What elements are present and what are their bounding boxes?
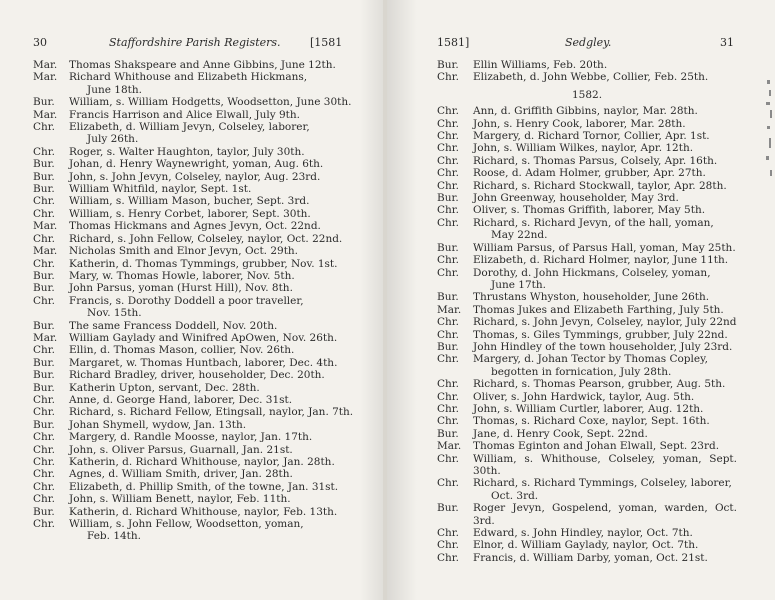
- register-entry: [437, 204, 737, 216]
- entry-type: Chr.: [437, 204, 459, 217]
- register-entry: [437, 391, 737, 403]
- entry-text: Edward, s. John Hindley, naylor, Oct. 7th.: [473, 527, 693, 540]
- entry-type: Chr.: [437, 452, 459, 465]
- entry-type: Mar.: [437, 303, 462, 316]
- entry-text: Elizabeth, d. William Jevyn, Colseley, laborer,: [69, 121, 310, 134]
- entry-type: Chr.: [33, 121, 55, 134]
- register-entry: [437, 59, 737, 71]
- entry-type: Bur.: [437, 59, 459, 71]
- register-entry: [33, 344, 363, 356]
- entry-text: Richard, s. Thomas Pearson, grubber, Aug. 5th.: [473, 378, 726, 391]
- register-entry: [33, 233, 363, 245]
- entry-text: William, s. John Fellow, Woodsetton, yoman,: [69, 518, 304, 531]
- register-entry-continuation: [33, 84, 363, 96]
- entry-type: [437, 279, 473, 291]
- register-entry: [437, 155, 737, 167]
- entry-text: William, s. William Mason, bucher, Sept. 3rd.: [69, 195, 310, 208]
- gutter-shadow-left: [360, 0, 383, 600]
- entry-type: Chr.: [437, 117, 459, 130]
- register-entry-continuation: [33, 307, 363, 319]
- register-entry: [437, 378, 737, 390]
- register-entry: [33, 382, 363, 394]
- register-entry: [437, 329, 737, 341]
- left-register-entries: [33, 59, 363, 543]
- entry-text: Johan Shymell, wydow, Jan. 13th.: [69, 418, 247, 431]
- register-entry: [33, 183, 363, 195]
- register-entry: [33, 158, 363, 170]
- entry-type: Mar.: [437, 440, 462, 453]
- entry-type: Chr.: [437, 142, 459, 155]
- entry-type: Bur.: [33, 418, 55, 431]
- register-entry: [33, 146, 363, 158]
- entry-text: John, s. Henry Cook, laborer, Mar. 28th.: [473, 117, 686, 130]
- entry-text: John, s. William Benett, naylor, Feb. 11th.: [69, 493, 291, 506]
- entry-type: Bur.: [33, 183, 55, 196]
- entry-text: Jane, d. Henry Cook, Sept. 22nd.: [473, 427, 648, 440]
- entry-type: Chr.: [437, 328, 459, 341]
- entry-type: [437, 229, 473, 241]
- entry-text: Richard, s. John Jevyn, Colseley, naylor, July 22nd: [473, 316, 737, 329]
- entry-type: Chr.: [437, 477, 459, 490]
- entry-type: Chr.: [437, 402, 459, 415]
- year-heading: 1582.: [571, 88, 603, 101]
- entry-text: Katherin, d. Richard Whithouse, naylor, Feb. 13th.: [69, 505, 338, 518]
- entry-type: Chr.: [437, 415, 459, 428]
- register-entry: [33, 282, 363, 294]
- register-entry: [437, 291, 737, 303]
- entry-text: William Parsus, of Parsus Hall, yoman, May 25th.: [473, 241, 736, 254]
- register-entry: [437, 477, 737, 489]
- right-register-entries: [437, 59, 737, 564]
- register-entry: [33, 195, 363, 207]
- entry-text: Richard, s. Richard Tymmings, Colseley, laborer,: [473, 477, 732, 490]
- entry-type: Bur.: [33, 282, 55, 295]
- entry-type: Bur.: [33, 356, 55, 369]
- entry-type: Chr.: [33, 443, 55, 456]
- entry-type: Mar.: [33, 220, 58, 233]
- register-entry: [33, 406, 363, 418]
- entry-type: Chr.: [33, 145, 55, 158]
- register-entry: [437, 440, 737, 452]
- entry-type: Mar.: [33, 245, 58, 258]
- entry-type: Bur.: [33, 369, 55, 382]
- entry-type: [33, 307, 69, 319]
- entry-type: Chr.: [33, 431, 55, 444]
- entry-text: Thomas Shakspeare and Anne Gibbins, June 12th.: [69, 59, 336, 71]
- entry-text: Richard, s. Thomas Parsus, Colsely, Apr. 16th.: [473, 154, 718, 167]
- register-entry: [33, 332, 363, 344]
- entry-type: Mar.: [33, 331, 58, 344]
- entry-type: [33, 530, 69, 542]
- register-entry: [437, 254, 737, 266]
- entry-type: [437, 490, 473, 502]
- entry-text: Richard Bradley, driver, householder, Dec. 20th.: [69, 369, 325, 382]
- register-entry: [33, 493, 363, 505]
- entry-text: Roger Jevyn, Gospelend, yoman, warden, Oct. 3rd.: [473, 502, 737, 527]
- entry-type: Bur.: [33, 269, 55, 282]
- register-entry: [437, 118, 737, 130]
- entry-text: Ellin, d. Thomas Mason, collier, Nov. 26th.: [69, 344, 295, 357]
- entry-type: Bur.: [437, 340, 459, 353]
- entry-text: July 26th.: [87, 133, 139, 146]
- entry-text: Margery, d. Randle Moosse, naylor, Jan. 17th.: [69, 431, 313, 444]
- register-entry-continuation: [437, 229, 737, 241]
- register-entry: [437, 242, 737, 254]
- entry-type: Chr.: [437, 527, 459, 540]
- entry-type: Chr.: [437, 353, 459, 366]
- right-running-title: Sedgley.: [565, 36, 612, 49]
- entry-type: Bur.: [33, 381, 55, 394]
- entry-type: Chr.: [33, 294, 55, 307]
- register-entry: [33, 506, 363, 518]
- right-entries-1582: [437, 105, 737, 564]
- entry-type: Chr.: [33, 207, 55, 220]
- entry-type: Chr.: [33, 468, 55, 481]
- register-entry: [437, 192, 737, 204]
- entry-type: Chr.: [437, 71, 459, 84]
- entry-type: Chr.: [33, 480, 55, 493]
- entry-text: William, s. Whithouse, Colseley, yoman, Sept. 30th.: [473, 452, 737, 477]
- entry-type: [437, 366, 473, 378]
- entry-type: Chr.: [437, 254, 459, 267]
- entry-type: Chr.: [437, 167, 459, 180]
- register-entry: [437, 130, 737, 142]
- entry-text: Elizabeth, d. Phillip Smith, of the towne, Jan. 31st.: [69, 480, 339, 493]
- entry-type: Chr.: [33, 257, 55, 270]
- entry-text: Elizabeth, d. John Webbe, Collier, Feb. 25th.: [473, 71, 709, 84]
- entry-text: Roose, d. Adam Holmer, grubber, Apr. 27th.: [473, 167, 706, 180]
- entry-text: begotten in fornication, July 28th.: [491, 365, 672, 378]
- entry-type: Bur.: [437, 427, 459, 440]
- register-entry-continuation: [33, 133, 363, 145]
- entry-text: Francis, s. Dorothy Doddell a poor traveller,: [69, 294, 304, 307]
- entry-text: Margery, d. Richard Tornor, Collier, Apr. 1st.: [473, 130, 710, 143]
- entry-text: William Gaylady and Winifred ApOwen, Nov. 26th.: [69, 331, 338, 344]
- register-entry: [437, 105, 737, 117]
- entry-type: Bur.: [437, 192, 459, 205]
- register-entry: [437, 217, 737, 229]
- entry-text: June 18th.: [87, 83, 142, 96]
- entry-text: John Parsus, yoman (Hurst Hill), Nov. 8th.: [69, 282, 293, 295]
- entry-text: Roger, s. Walter Haughton, taylor, July 30th.: [69, 145, 305, 158]
- register-entry: [33, 320, 363, 332]
- entry-text: John, s. John Jevyn, Colseley, naylor, Aug. 23rd.: [69, 170, 321, 183]
- entry-text: Ellin Williams, Feb. 20th.: [473, 59, 608, 71]
- register-entry-continuation: [437, 366, 737, 378]
- register-entry: [437, 304, 737, 316]
- entry-text: Richard, s. Richard Jevyn, of the hall, yoman,: [473, 216, 714, 229]
- right-year-marker: 1581]: [437, 36, 470, 49]
- left-year-marker: [1581: [310, 36, 343, 49]
- register-entry-continuation: [437, 490, 737, 502]
- entry-text: Feb. 14th.: [87, 530, 142, 543]
- entry-text: John, s. William Wilkes, naylor, Apr. 12th.: [473, 142, 694, 155]
- register-entry: [437, 167, 737, 179]
- entry-text: Agnes, d. William Smith, driver, Jan. 28th.: [69, 468, 293, 481]
- entry-text: Elnor, d. William Gaylady, naylor, Oct. 7th.: [473, 539, 699, 552]
- entry-type: Chr.: [33, 393, 55, 406]
- gutter-shadow-right: [387, 0, 417, 600]
- entry-text: Thomas Eginton and Johan Elwall, Sept. 23rd.: [473, 440, 720, 453]
- entry-text: William Whitfild, naylor, Sept. 1st.: [69, 183, 252, 196]
- entry-text: Anne, d. George Hand, laborer, Dec. 31st.: [69, 393, 293, 406]
- entry-text: Richard, s. Richard Stockwall, taylor, Apr. 28th.: [473, 179, 727, 192]
- entry-text: Richard, s. Richard Fellow, Etingsall, naylor, Jan. 7th.: [69, 406, 354, 419]
- register-entry: [437, 316, 737, 328]
- register-entry: [33, 518, 363, 530]
- entry-text: Oliver, s. Thomas Griffith, laborer, May 5th.: [473, 204, 706, 217]
- entry-text: Thomas, s. Giles Tymmings, grubber, July 22nd.: [473, 328, 728, 341]
- register-entry: [437, 453, 737, 478]
- entry-type: Chr.: [437, 179, 459, 192]
- register-entry: [437, 539, 737, 551]
- register-entry: [33, 270, 363, 282]
- entry-text: Katherin Upton, servant, Dec. 28th.: [69, 381, 260, 394]
- register-entry: [33, 419, 363, 431]
- entry-type: Bur.: [437, 502, 459, 515]
- entry-text: Nov. 15th.: [87, 307, 142, 320]
- left-running-title: Staffordshire Parish Registers.: [109, 36, 281, 49]
- entry-type: Chr.: [437, 216, 459, 229]
- register-entry: [437, 71, 737, 83]
- entry-text: Elizabeth, d. Richard Holmer, naylor, June 11th.: [473, 254, 729, 267]
- entry-type: Bur.: [437, 291, 459, 304]
- register-entry: [437, 403, 737, 415]
- entry-text: Nicholas Smith and Elnor Jevyn, Oct. 29th.: [69, 245, 299, 258]
- register-entry: [437, 353, 737, 365]
- entry-text: Katherin, d. Thomas Tymmings, grubber, Nov. 1st.: [69, 257, 338, 270]
- entry-type: Chr.: [437, 130, 459, 143]
- right-page-number: 31: [720, 36, 734, 49]
- register-entry: [33, 481, 363, 493]
- entry-type: [33, 133, 69, 145]
- entry-type: Chr.: [437, 266, 459, 279]
- entry-text: John, s. William Curtler, laborer, Aug. 12th.: [473, 402, 704, 415]
- register-entry: [437, 527, 737, 539]
- entry-type: Bur.: [437, 241, 459, 254]
- register-entry: [33, 444, 363, 456]
- entry-text: Margery, d. Johan Tector by Thomas Copley,: [473, 353, 708, 366]
- entry-type: Mar.: [33, 108, 58, 121]
- register-entry: [437, 341, 737, 353]
- register-entry: [33, 220, 363, 232]
- entry-type: Chr.: [33, 232, 55, 245]
- entry-text: June 17th.: [491, 278, 546, 291]
- entry-type: Chr.: [33, 195, 55, 208]
- register-entry: [33, 71, 363, 83]
- entry-type: Bur.: [33, 158, 55, 171]
- entry-text: Oliver, s. John Hardwick, taylor, Aug. 5th.: [473, 390, 695, 403]
- entry-type: Chr.: [437, 390, 459, 403]
- register-entry: [33, 208, 363, 220]
- register-entry: [33, 59, 363, 71]
- entry-type: Chr.: [437, 105, 459, 118]
- register-entry: [33, 121, 363, 133]
- entry-type: Chr.: [33, 406, 55, 419]
- entry-text: Johan, d. Henry Waynewright, yoman, Aug. 6th.: [69, 158, 324, 171]
- entry-type: Mar.: [33, 71, 58, 84]
- entry-text: William, s. Henry Corbet, laborer, Sept. 30th.: [69, 207, 311, 220]
- register-entry: [437, 267, 737, 279]
- entry-text: John Greenway, householder, May 3rd.: [473, 192, 679, 205]
- entry-text: John Hindley of the town householder, July 23rd.: [473, 340, 733, 353]
- entry-type: Chr.: [437, 378, 459, 391]
- register-entry: [437, 552, 737, 564]
- entry-text: Francis Harrison and Alice Elwall, July 9th.: [69, 108, 300, 121]
- entry-type: Chr.: [437, 316, 459, 329]
- margin-ink-marks: [763, 80, 775, 190]
- entry-type: Bur.: [33, 319, 55, 332]
- register-entry: [33, 394, 363, 406]
- entry-text: Dorothy, d. John Hickmans, Colseley, yoman,: [473, 266, 711, 279]
- entry-type: Chr.: [437, 154, 459, 167]
- entry-text: Thomas Hickmans and Agnes Jevyn, Oct. 22nd.: [69, 220, 321, 233]
- entry-type: [33, 84, 69, 96]
- register-entry: [437, 142, 737, 154]
- register-entry: [33, 96, 363, 108]
- entry-text: Ann, d. Griffith Gibbins, naylor, Mar. 28th.: [473, 105, 698, 118]
- entry-type: Chr.: [33, 518, 55, 531]
- register-entry: [437, 502, 737, 527]
- register-entry: [33, 109, 363, 121]
- entry-text: Oct. 3rd.: [491, 489, 539, 502]
- entry-text: Mary, w. Thomas Howle, laborer, Nov. 5th.: [69, 269, 295, 282]
- entry-text: William, s. William Hodgetts, Woodsetton, June 30th.: [69, 96, 352, 109]
- register-entry-continuation: [33, 530, 363, 542]
- entry-type: Chr.: [33, 344, 55, 357]
- register-entry: [33, 245, 363, 257]
- entry-type: Chr.: [33, 493, 55, 506]
- register-entry: [437, 180, 737, 192]
- register-entry: [33, 456, 363, 468]
- entry-text: The same Francess Doddell, Nov. 20th.: [69, 319, 278, 332]
- register-entry: [33, 295, 363, 307]
- register-entry: [33, 369, 363, 381]
- entry-text: John, s. Oliver Parsus, Guarnall, Jan. 21st.: [69, 443, 293, 456]
- entry-type: Bur.: [33, 505, 55, 518]
- entry-text: May 22nd.: [491, 229, 548, 242]
- entry-text: Katherin, d. Richard Whithouse, naylor, Jan. 28th.: [69, 456, 335, 468]
- register-entry: [33, 258, 363, 270]
- right-entries-1581: [437, 59, 737, 84]
- entry-type: Chr.: [437, 539, 459, 552]
- entry-text: Richard Whithouse and Elizabeth Hickmans,: [69, 71, 308, 84]
- entry-text: Thomas Jukes and Elizabeth Farthing, July 5th.: [473, 303, 724, 316]
- entry-type: Bur.: [33, 170, 55, 183]
- register-entry: [33, 357, 363, 369]
- register-entry: [437, 415, 737, 427]
- left-page-number: 30: [33, 36, 47, 49]
- entry-text: Francis, d. William Darby, yoman, Oct. 21st.: [473, 551, 708, 564]
- entry-text: Margaret, w. Thomas Huntbach, laborer, Dec. 4th.: [69, 356, 338, 369]
- register-entry: [33, 431, 363, 443]
- register-entry-continuation: [437, 279, 737, 291]
- register-entry: [33, 468, 363, 480]
- entry-type: Chr.: [33, 456, 55, 468]
- register-entry: [33, 171, 363, 183]
- entry-type: Chr.: [437, 551, 459, 564]
- entry-type: Bur.: [33, 96, 55, 109]
- entry-text: Thomas, s. Richard Coxe, naylor, Sept. 16th.: [473, 415, 710, 428]
- entry-text: Thrustans Whyston, householder, June 26th.: [473, 291, 710, 304]
- entry-type: Mar.: [33, 59, 58, 71]
- register-entry: [437, 428, 737, 440]
- entry-text: Richard, s. John Fellow, Colseley, naylor, Oct. 22nd.: [69, 232, 343, 245]
